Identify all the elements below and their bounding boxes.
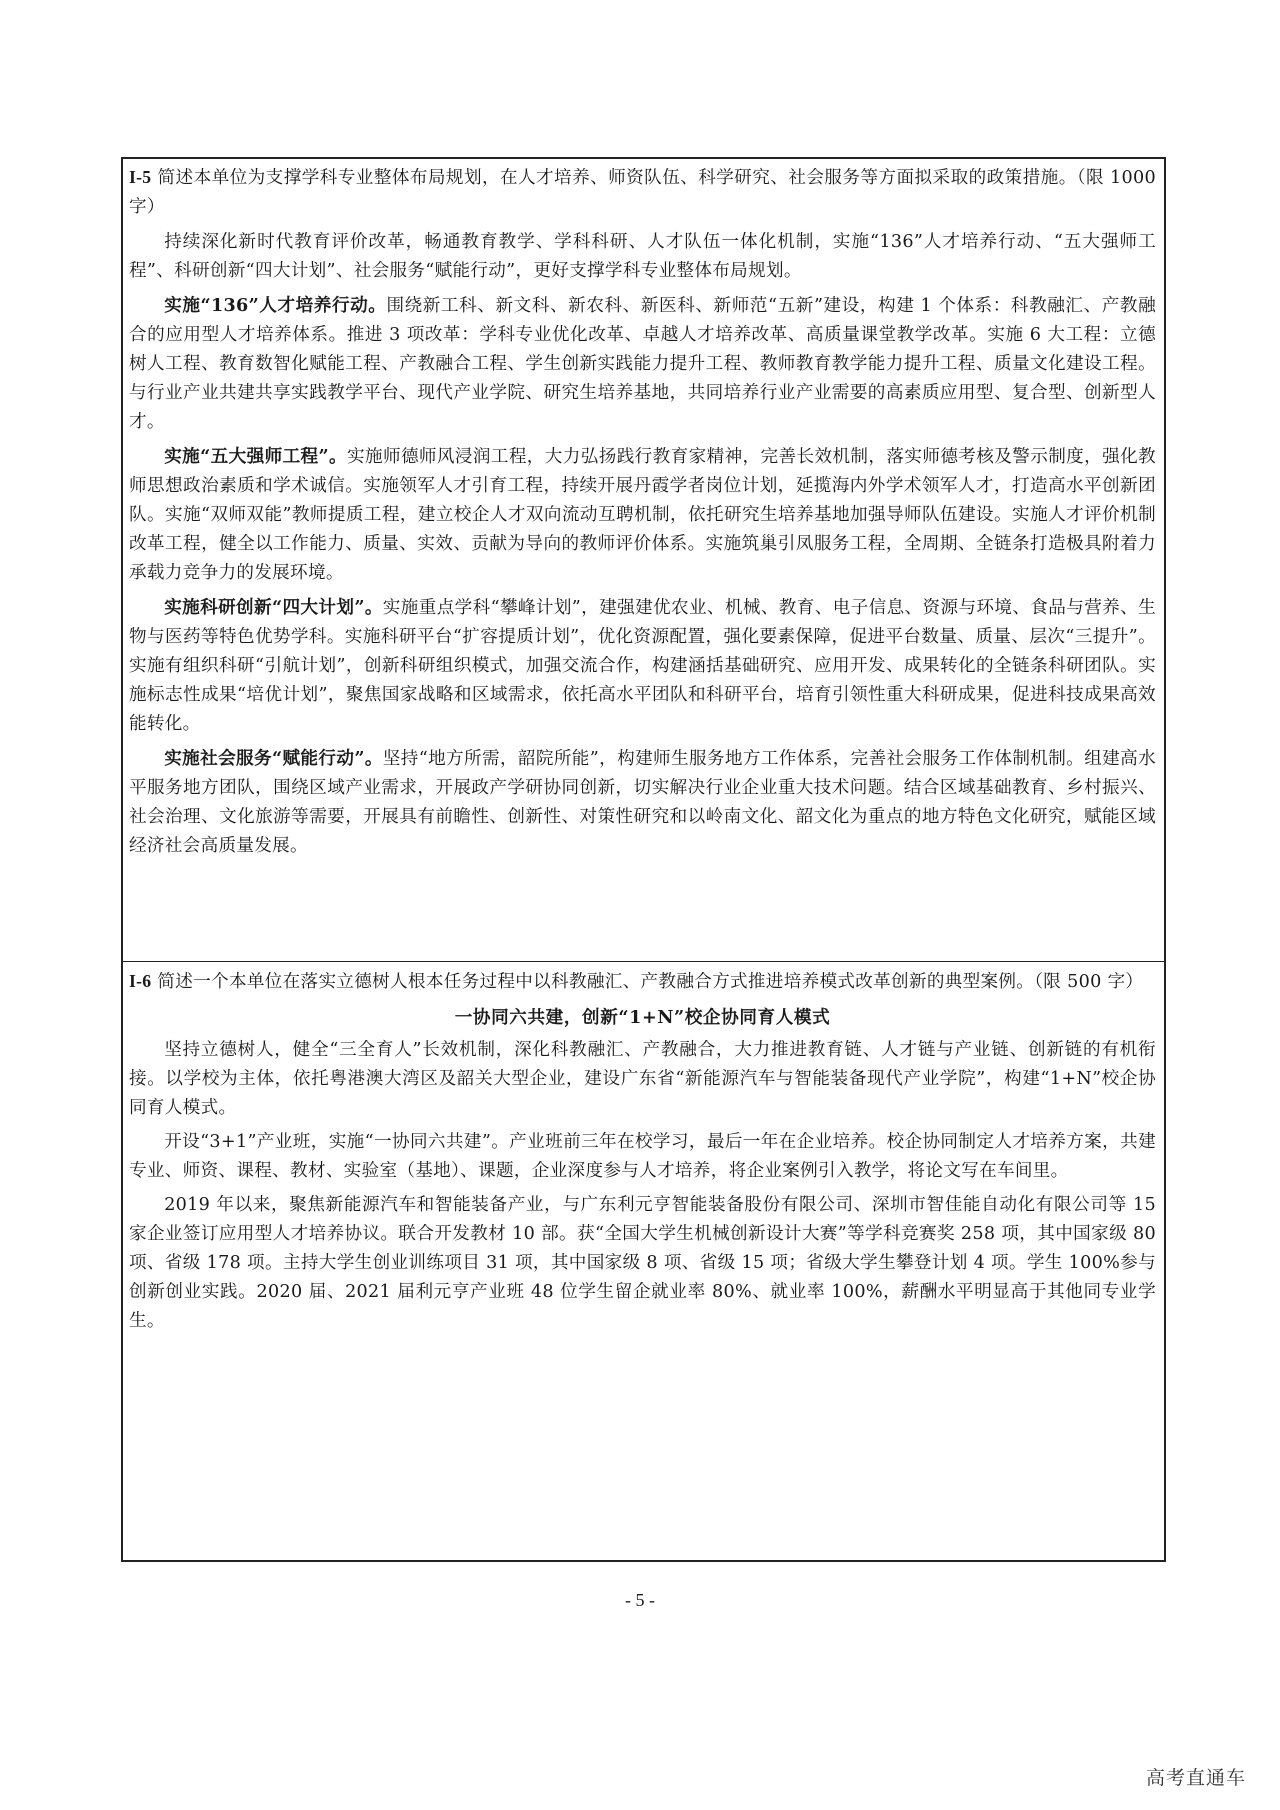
research-paragraph	[129, 593, 1156, 739]
paragraph-heading: 实施“五大强师工程”。	[164, 446, 348, 467]
intro-paragraph: 持续深化新时代教育评价改革，畅通教育教学、学科科研、人才队伍一体化机制，实施“136”人才培养行动、“五大强师工程”、科研创新“四大计划”、社会服务“赋能行动”，更好支撑学科专业整体布局规划。	[129, 232, 1156, 281]
watermark: 高考直通车	[1145, 1767, 1246, 1789]
case-title: 一协同六共建，创新“1+N”校企协同育人模式	[454, 1007, 831, 1028]
talent-paragraph	[129, 291, 1156, 437]
case-paragraph: 坚持立德树人，健全“三全育人”长效机制，深化科教融汇、产教融合，大力推进教育链、人才链与产业链、创新链的有机衔接。以学校为主体，依托粤港澳大湾区及韶关大型企业，建设广东省“新能源汽车与智能装备现代产业学院”，构建“1+N”校企协同育人模式。	[129, 1040, 1156, 1118]
paragraph-heading: 实施科研创新“四大计划”。	[164, 597, 383, 618]
section-i5	[123, 159, 1164, 962]
question-text: 简述一个本单位在落实立德树人根本任务过程中以科教融汇、产教融合方式推进培养模式改革创新的典型案例。（限 500 字）	[157, 972, 1144, 992]
paragraph-body: 实施重点学科“攀峰计划”，建强建优农业、机械、教育、电子信息、资源与环境、食品与营养、生物与医药等特色优势学科。实施科研平台“扩容提质计划”，优化资源配置，强化要素保障，促进平台数量、质量、层次“三提升”。实施有组织科研“引航计划”，创新科研组织模式，加强交流合作，构建涵括基础研究、应用开发、成果转化的全链条科研团队。实施标志性成果“培优计划”，聚焦国家战略和区域需求，依托高水平团队和科研平台，培育引领性重大科研成果，促进科技成果高效能转化。	[129, 598, 1156, 734]
service-paragraph	[129, 744, 1156, 861]
section-i6	[123, 963, 1164, 1560]
question-id: I-6	[129, 971, 152, 991]
paragraph-heading: 实施社会服务“赋能行动”。	[164, 748, 383, 769]
paragraph-body: 坚持“地方所需，韶院所能”，构建师生服务地方工作体系，完善社会服务工作体制机制。组建高水平服务地方团队，围绕区域产业需求，开展政产学研协同创新，切实解决行业企业重大技术问题。结合区域基础教育、乡村振兴、社会治理、文化旅游等需要，开展具有前瞻性、创新性、对策性研究和以岭南文化、韶文化为重点的地方特色文化研究，赋能区域经济社会高质量发展。	[129, 749, 1156, 856]
question-text: 简述本单位为支撑学科专业整体布局规划，在人才培养、师资队伍、科学研究、社会服务等方面拟采取的政策措施。（限 1000 字）	[129, 168, 1156, 217]
page-number: - 5 -	[625, 1590, 655, 1610]
paragraph-heading: 实施“136”人才培养行动。	[164, 295, 387, 316]
paragraph-body: 围绕新工科、新文科、新农科、新医科、新师范“五新”建设，构建 1 个体系：科教融汇、产教融合的应用型人才培养体系。推进 3 项改革：学科专业优化改革、卓越人才培养改革、高质量课堂教学改革。实施 6 大工程：立德树人工程、教育数智化赋能工程、产教融合工程、学生创新实践能力提升工程、教师教育教学能力提升工程、质量文化建设工程。与行业产业共建共享实践教学平台、现代产业学院、研究生培养基地，共同培养行业产业需要的高素质应用型、复合型、创新型人才。	[129, 296, 1156, 432]
case-paragraph: 2019 年以来，聚焦新能源汽车和智能装备产业，与广东利元亨智能装备股份有限公司、深圳市智佳能自动化有限公司等 15 家企业签订应用型人才培养协议。联合开发教材 10 部。获“全国大学生机械创新设计大赛”等学科竞赛奖 258 项，其中国家级 80 项、省级 178 项。主持大学生创业训练项目 31 项，其中国家级 8 项、省级 15 项；省级大学生攀登计划 4 项。学生 100%参与创新创业实践。2020 届、2021 届利元亨产业班 48 位学生留企就业率 80%、就业率 100%，薪酬水平明显高于其他同专业学生。	[129, 1195, 1156, 1331]
paragraph-body: 实施师德师风浸润工程，大力弘扬践行教育家精神，完善长效机制，落实师德考核及警示制度，强化教师思想政治素质和学术诚信。实施领军人才引育工程，持续开展丹霞学者岗位计划，延揽海内外学术领军人才，打造高水平创新团队。实施“双师双能”教师提质工程，建立校企人才双向流动互聘机制，依托研究生培养基地加强导师队伍建设。实施人才评价机制改革工程，健全以工作能力、质量、实效、贡献为导向的教师评价体系。实施筑巢引凤服务工程，全周期、全链条打造极具附着力承载力竞争力的发展环境。	[129, 447, 1156, 583]
teacher-paragraph	[129, 442, 1156, 588]
question-id: I-5	[129, 167, 152, 187]
question-i6	[129, 967, 1156, 997]
case-paragraph: 开设“3+1”产业班，实施“一协同六共建”。产业班前三年在校学习，最后一年在企业培养。校企协同制定人才培养方案，共建专业、师资、课程、教材、实验室（基地）、课题，企业深度参与人才培养，将企业案例引入教学，将论文写在车间里。	[129, 1132, 1156, 1181]
question-i5	[129, 163, 1156, 222]
form-table	[121, 157, 1166, 1562]
